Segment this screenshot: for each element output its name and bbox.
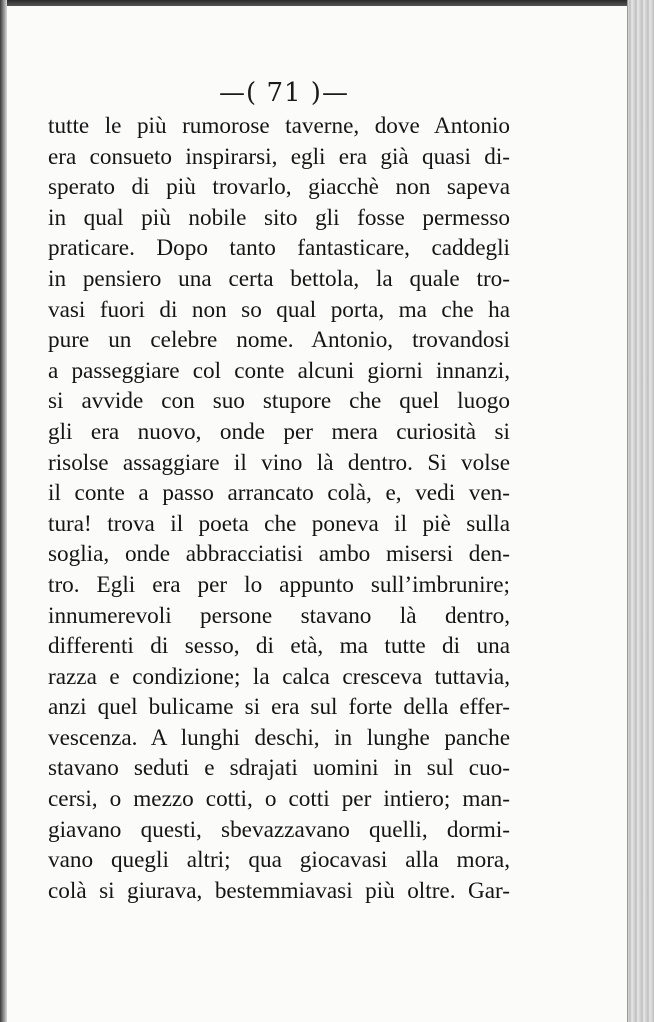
text-line: giavano questi, sbevazzavano quelli, dormi- bbox=[48, 816, 510, 843]
text-line: anzi quel bulicame si era sul forte della effer- bbox=[48, 694, 510, 721]
text-line: tro. Egli era per lo appunto sull’imbrunire; bbox=[48, 571, 510, 598]
book-fore-edge bbox=[627, 0, 654, 1022]
text-line: cersi, o mezzo cotti, o cotti per intiero; man- bbox=[48, 786, 510, 813]
text-line: differenti di sesso, di età, ma tutte di una bbox=[48, 633, 510, 660]
text-line: tura! trova il poeta che poneva il piè sulla bbox=[48, 510, 510, 537]
text-line: risolse assaggiare il vino là dentro. Si volse bbox=[48, 449, 510, 476]
page-number: —( 71 )— bbox=[219, 78, 349, 108]
text-line: in pensiero una certa bettola, la quale tro- bbox=[48, 265, 510, 292]
text-line: pure un celebre nome. Antonio, trovandosi bbox=[48, 327, 510, 354]
text-line: razza e condizione; la calca cresceva tuttavia, bbox=[48, 663, 510, 690]
text-line: sperato di più trovarlo, giacchè non sapeva bbox=[48, 174, 510, 201]
scan-left-edge bbox=[0, 0, 7, 1022]
text-line: stavano seduti e sdrajati uomini in sul cuo- bbox=[48, 755, 510, 782]
text-line: si avvide con suo stupore che quel luogo bbox=[48, 388, 510, 415]
text-line: era consueto inspirarsi, egli era già quasi di- bbox=[48, 143, 510, 170]
text-line: a passeggiare col conte alcuni giorni innanzi, bbox=[48, 357, 510, 384]
text-line: in qual più nobile sito gli fosse permesso bbox=[48, 204, 510, 231]
text-line: tutte le più rumorose taverne, dove Antonio bbox=[48, 113, 510, 139]
text-line: praticare. Dopo tanto fantasticare, caddegli bbox=[48, 235, 510, 262]
text-line: il conte a passo arrancato colà, e, vedi ven- bbox=[48, 480, 510, 507]
text-line: soglia, onde abbracciatisi ambo misersi den- bbox=[48, 541, 510, 568]
text-line: vano quegli altri; qua giocavasi alla mora, bbox=[48, 847, 510, 874]
text-line: gli era nuovo, onde per mera curiosità si bbox=[48, 418, 510, 445]
text-line: colà si giurava, bestemmiavasi più oltre. Gar- bbox=[48, 877, 510, 904]
text-line: vescenza. A lunghi deschi, in lunghe panche bbox=[48, 724, 510, 751]
text-line: innumerevoli persone stavano là dentro, bbox=[48, 602, 510, 629]
body-text bbox=[48, 111, 510, 906]
scan-top-edge bbox=[0, 0, 654, 6]
text-line: vasi fuori di non so qual porta, ma che ha bbox=[48, 296, 510, 323]
